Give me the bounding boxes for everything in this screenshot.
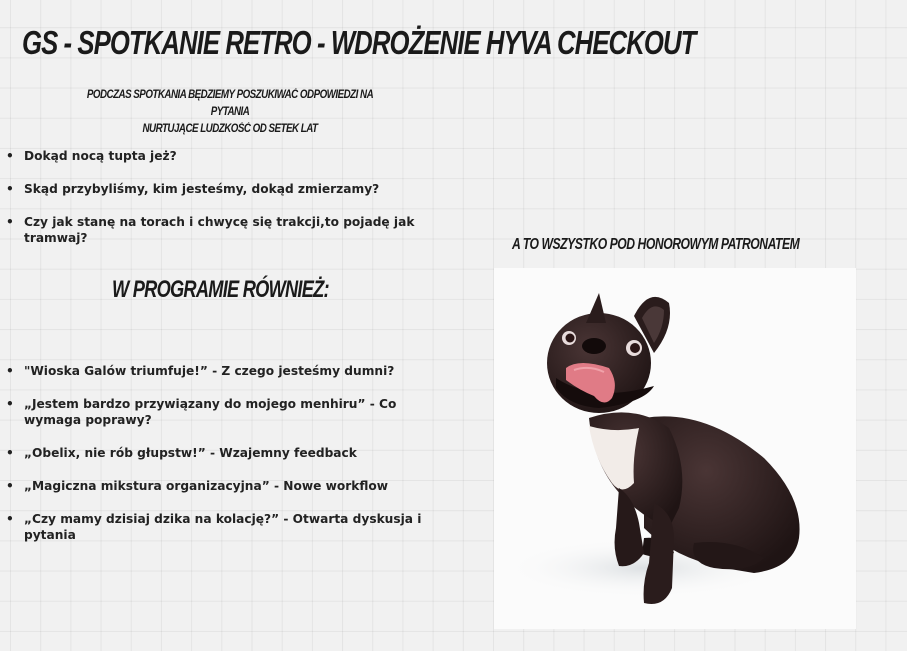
bullet-icon: • [6, 446, 14, 460]
patron-heading[interactable]: A TO WSZYSTKO POD HONOROWYM PATRONATEM [512, 236, 800, 253]
board-subtitle[interactable] [60, 87, 400, 138]
list-item-text: Czy jak stanę na torach i chwycę się trakcji,to pojadę jak tramwaj? [24, 215, 415, 245]
list-item-text: „Magiczna mikstura organizacyjna” - Nowe workflow [24, 479, 389, 493]
bullet-icon: • [6, 215, 14, 229]
patron-image[interactable] [494, 268, 856, 629]
bullet-icon: • [6, 364, 14, 378]
list-item [6, 478, 456, 494]
list-item-text: Dokąd nocą tupta jeż? [24, 149, 177, 163]
bullet-icon: • [6, 397, 14, 411]
list-item [6, 214, 446, 246]
bullet-icon: • [6, 149, 14, 163]
list-item [6, 363, 456, 379]
list-item-text: „Jestem bardzo przywiązany do mojego menhiru” - Co wymaga poprawy? [24, 397, 397, 427]
bullet-icon: • [6, 182, 14, 196]
program-list[interactable] [6, 363, 456, 560]
list-item [6, 396, 456, 428]
list-item-text: Skąd przybyliśmy, kim jesteśmy, dokąd zmierzamy? [24, 182, 380, 196]
list-item [6, 181, 446, 197]
list-item-text: „Czy mamy dzisiaj dzika na kolację?” - Otwarta dyskusja i pytania [24, 512, 422, 542]
subtitle-line-1: PODCZAS SPOTKANIA BĘDZIEMY POSZUKIWAĆ ODPOWIEDZI NA PYTANIA [86, 89, 374, 118]
board-title[interactable]: GS - SPOTKANIE RETRO - WDROŻENIE HYVA CHECKOUT [22, 24, 696, 61]
subtitle-line-2: NURTUJĄCE LUDZKOŚĆ OD SETEK LAT [142, 123, 318, 135]
list-item [6, 511, 456, 543]
french-bulldog-icon [494, 268, 856, 629]
questions-list[interactable] [6, 148, 446, 263]
program-heading[interactable]: W PROGRAMIE RÓWNIEŻ: [112, 276, 329, 303]
list-item-text: „Obelix, nie rób głupstw!” - Wzajemny feedback [24, 446, 357, 460]
bullet-icon: • [6, 512, 14, 526]
list-item [6, 445, 456, 461]
list-item-text: "Wioska Galów triumfuje!” - Z czego jesteśmy dumni? [24, 364, 395, 378]
list-item [6, 148, 446, 164]
bullet-icon: • [6, 479, 14, 493]
